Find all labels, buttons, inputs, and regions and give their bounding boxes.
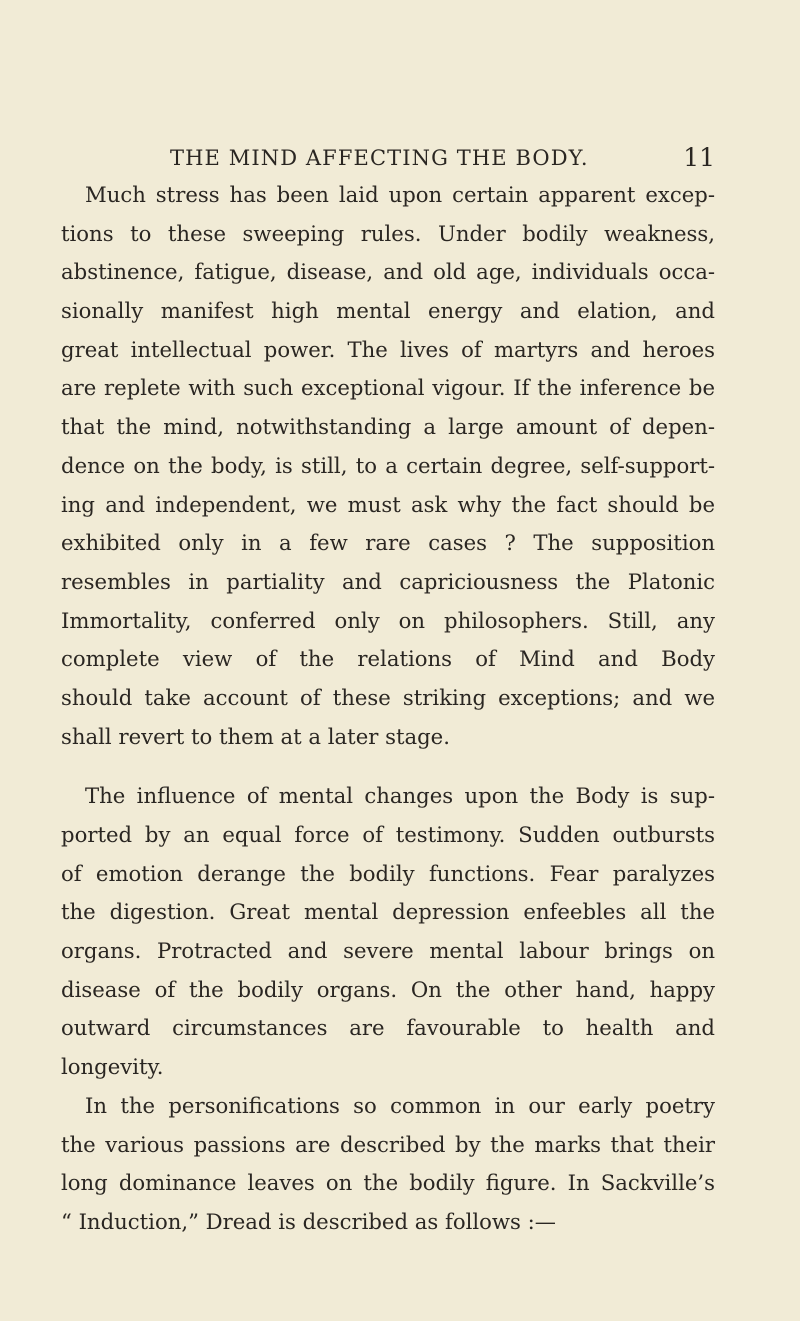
running-head <box>170 138 715 178</box>
text-line: In the personifications so common in our early poetry <box>85 1092 715 1118</box>
text-line: dence on the body, is still, to a certain degree, self-support- <box>61 452 715 478</box>
text-line: the digestion. Great mental depression enfeebles all the <box>61 899 715 925</box>
text-line: ing and independent, we must ask why the fact should be <box>61 491 715 517</box>
text-line: longevity. <box>61 1054 164 1080</box>
text-line: disease of the bodily organs. On the other hand, happy <box>61 976 715 1002</box>
text-line: long dominance leaves on the bodily figure. In Sackville’s <box>61 1170 715 1196</box>
text-line: ported by an equal force of testimony. Sudden outbursts <box>61 822 715 847</box>
text-line: the various passions are described by the marks that their <box>61 1131 715 1157</box>
paragraph-gap <box>61 756 715 777</box>
text-line: abstinence, fatigue, disease, and old age, individuals occa- <box>61 259 715 285</box>
text-line: are replete with such exceptional vigour. If the inference be <box>61 375 715 401</box>
text-line: sionally manifest high mental energy and elation, and <box>61 298 715 324</box>
text-line: resembles in partiality and capriciousness the Platonic <box>61 568 715 594</box>
text-line: tions to these sweeping rules. Under bodily weakness, <box>61 220 715 246</box>
text-line: outward circumstances are favourable to health and <box>61 1015 715 1041</box>
paragraph-1 <box>61 176 715 756</box>
text-line: complete view of the relations of Mind and Body <box>61 646 715 672</box>
text-line: Much stress has been laid upon certain apparent excep- <box>85 182 715 207</box>
body-text <box>61 176 715 1242</box>
paragraph-2 <box>61 777 715 1087</box>
text-line: should take account of these striking exceptions; and we <box>61 684 715 710</box>
text-line: “ Induction,” Dread is described as follows :— <box>61 1208 556 1234</box>
text-line: exhibited only in a few rare cases ? The supposition <box>61 530 715 556</box>
text-line: Immortality, conferred only on philosophers. Still, any <box>61 607 715 633</box>
text-line: organs. Protracted and severe mental labour brings on <box>61 938 715 964</box>
paragraph-3 <box>61 1087 715 1242</box>
text-line: that the mind, notwithstanding a large amount of depen- <box>61 414 715 440</box>
text-line: shall revert to them at a later stage. <box>61 723 450 749</box>
text-line: The influence of mental changes upon the Body is sup- <box>85 783 715 809</box>
running-title: THE MIND AFFECTING THE BODY. <box>170 146 589 170</box>
text-line: great intellectual power. The lives of martyrs and heroes <box>61 336 715 362</box>
text-line: of emotion derange the bodily functions. Fear paralyzes <box>61 860 715 886</box>
page-number: 11 <box>683 143 715 172</box>
